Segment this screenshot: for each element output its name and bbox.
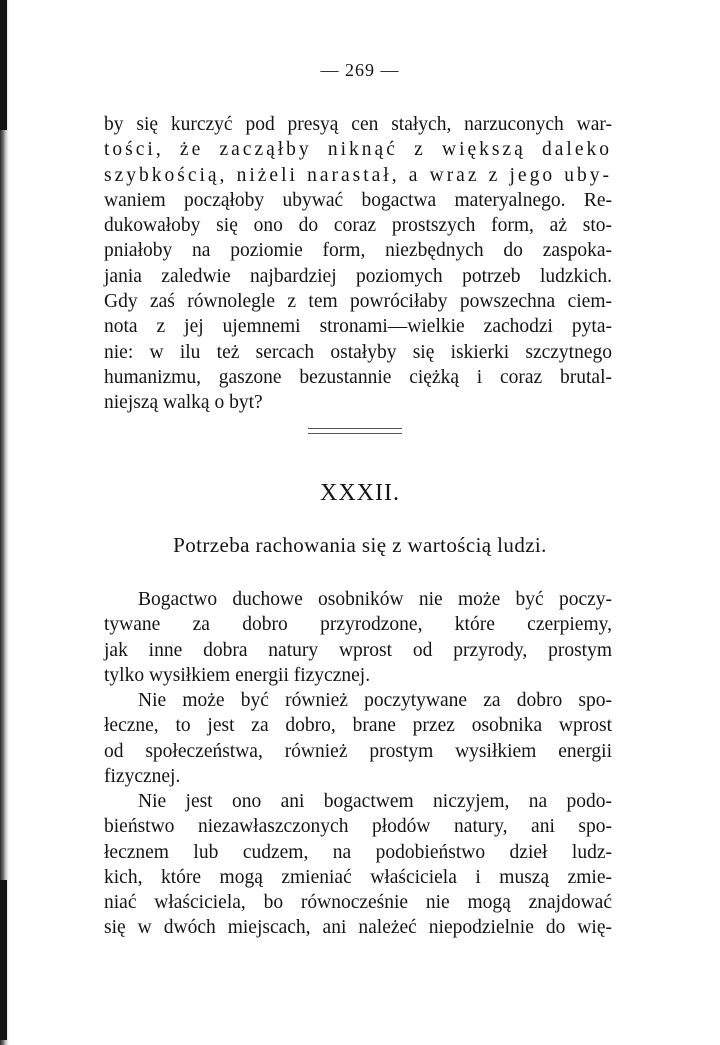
- section-divider: [308, 428, 402, 429]
- text-line: się w dwóch miejscach, ani należeć niepodzielnie do wię-: [104, 917, 612, 939]
- text-line: Gdy zaś równolegle z tem powróciłaby powszechna ciem-: [104, 291, 612, 313]
- text-line: Bogactwo duchowe osobników nie może być poczy-: [138, 589, 612, 610]
- text-line: fizycznej.: [104, 765, 181, 787]
- text-line: łecznem lub cudzem, na podobieństwo dzieł ludz-: [104, 841, 612, 863]
- text-line: tylko wysiłkiem energii fizycznej.: [104, 664, 371, 686]
- text-line: niejszą walką o byt?: [104, 392, 263, 414]
- section-divider: [308, 433, 402, 434]
- text-line: nie: w ilu też sercach ostałyby się iskierki szczytnego: [104, 341, 612, 363]
- text-line: Nie jest ono ani bogactwem niczyjem, na podo-: [138, 791, 612, 812]
- text-line: waniem począłoby ubywać bogactwa materyalnego. Re-: [104, 189, 612, 211]
- text-line: szybkością, niżeli narastał, a wraz z jego uby-: [104, 164, 612, 186]
- paragraph-top: [104, 112, 612, 416]
- paragraph-1: [104, 587, 612, 688]
- chapter-number: XXXII.: [320, 480, 400, 506]
- text-line: łeczne, to jest za dobro, brane przez osobnika wprost: [104, 715, 612, 737]
- text-line: niać właściciela, bo równocześnie nie mogą znajdować: [104, 892, 612, 914]
- page-number: — 269 —: [320, 60, 400, 80]
- text-line: jak inne dobra natury wprost od przyrody, prostym: [104, 639, 612, 661]
- text-line: humanizmu, gaszone bezustannie ciężką i coraz brutal-: [104, 366, 612, 388]
- text-line: kich, które mogą zmieniać właściciela i muszą zmie-: [104, 866, 612, 888]
- paragraph-2: [104, 688, 612, 789]
- text-line: Nie może być również poczytywane za dobro spo-: [138, 690, 612, 711]
- text-line: jania zaledwie najbardziej poziomych potrzeb ludzkich.: [104, 265, 612, 287]
- text-line: bieństwo niezawłaszczonych płodów natury, ani spo-: [104, 816, 612, 838]
- text-line: nota z jej ujemnemi stronami—wielkie zachodzi pyta-: [104, 316, 612, 338]
- text-line: tywane za dobro przyrodzone, które czerpiemy,: [104, 614, 612, 636]
- text-line: by się kurczyć pod presyą cen stałych, narzuconych war-: [104, 114, 612, 135]
- paragraph-3: [104, 789, 612, 941]
- scan-edge-mark: [0, 880, 7, 1040]
- text-line: pniałoby na poziomie form, niezbędnych do zaspoka-: [104, 240, 612, 262]
- text-line: od społeczeństwa, również prostym wysiłkiem energii: [104, 740, 612, 762]
- text-line: tości, że zacząłby niknąć z większą daleko: [104, 139, 612, 161]
- chapter-title: Potrzeba rachowania się z wartością ludzi.: [173, 533, 547, 557]
- text-line: dukowałoby się ono do coraz prostszych form, aż sto-: [104, 215, 612, 237]
